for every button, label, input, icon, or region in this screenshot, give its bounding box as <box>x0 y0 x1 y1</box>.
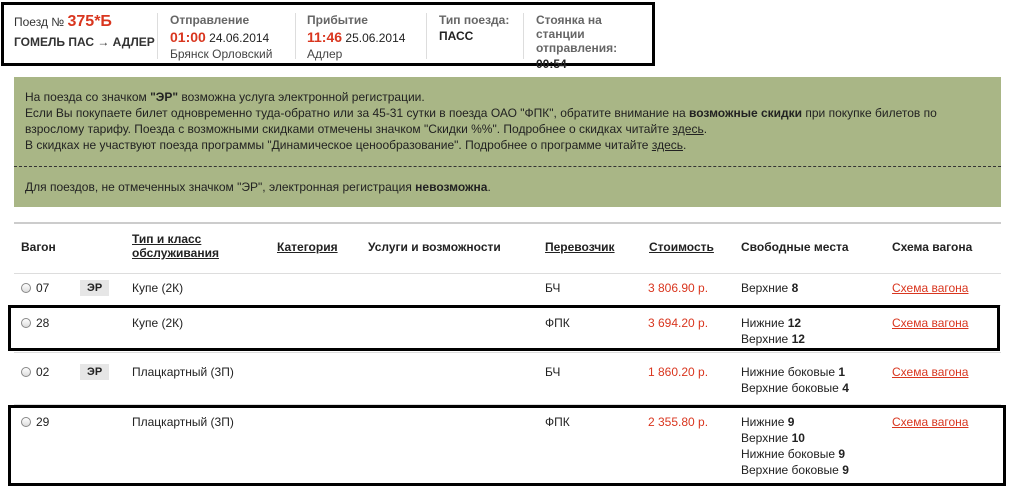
seat-count: 12 <box>787 316 802 330</box>
info-text-part: . <box>703 122 708 136</box>
er-badge: ЭР <box>80 280 109 296</box>
info-line <box>25 137 985 153</box>
stop-block <box>536 13 652 71</box>
wagon-scheme-link[interactable]: Схема вагона <box>892 316 969 330</box>
info-text-part: Для поездов, не отмеченных значком "ЭР", электронная регистрация <box>25 180 416 194</box>
train-type-label: Тип поезда: <box>439 13 510 27</box>
seat-line <box>741 462 849 478</box>
table-header <box>14 222 1001 274</box>
seat-count: 9 <box>842 463 849 477</box>
seat-line <box>741 430 849 446</box>
seat-type: Нижние <box>741 316 785 330</box>
er-badge: ЭР <box>80 364 109 380</box>
wagon-number: 02 <box>36 365 50 379</box>
info-panel <box>14 77 1001 207</box>
stop-value: 00:54 <box>536 57 567 71</box>
seat-count: 4 <box>842 381 849 395</box>
header-type-line2: обслуживания <box>132 246 219 260</box>
arrival-time: 11:46 <box>307 29 343 45</box>
seat-line <box>741 315 805 331</box>
header-services: Услуги и возможности <box>368 240 501 254</box>
info-text-part: возможна услуга электронной регистрации. <box>178 90 425 104</box>
info-text-2 <box>25 179 491 195</box>
wagon-radio[interactable] <box>21 367 31 377</box>
header-cost[interactable]: Стоимость <box>649 240 714 254</box>
wagon-scheme-link[interactable]: Схема вагона <box>892 415 969 429</box>
header-category[interactable]: Категория <box>277 240 338 254</box>
wagon-type: Плацкартный (3П) <box>132 365 234 379</box>
wagons-table <box>14 222 1001 477</box>
seat-type: Нижние боковые <box>741 447 836 461</box>
wagon-type: Плацкартный (3П) <box>132 415 234 429</box>
wagon-radio[interactable] <box>21 283 31 293</box>
info-line <box>25 121 985 137</box>
seat-type: Верхние боковые <box>741 381 839 395</box>
header-type[interactable] <box>132 232 219 260</box>
carrier: БЧ <box>545 365 561 379</box>
departure-block <box>170 13 272 61</box>
seat-list <box>741 364 849 396</box>
divider <box>295 13 296 59</box>
arrival-date: 25.06.2014 <box>345 31 406 45</box>
info-line <box>25 89 985 105</box>
discounts-link[interactable]: здесь <box>672 122 704 136</box>
train-route: ГОМЕЛЬ ПАС → АДЛЕР <box>14 35 155 49</box>
dashed-divider <box>14 166 1001 167</box>
info-text-part: Если Вы покупаете билет одновременно туда-обратно или за 45-31 сутки в поезда ОАО "ФПК", обратите внимание на <box>25 106 690 120</box>
seat-line <box>741 414 849 430</box>
info-text-part: взрослому тарифу. Поезда с возможными скидками отмечены значком "Скидки %%". Подробнее о скидках читайте <box>25 122 673 136</box>
train-type-block <box>439 13 509 43</box>
info-bold: возможные скидки <box>689 106 803 120</box>
header-scheme: Схема вагона <box>892 240 973 254</box>
seat-list <box>741 315 805 347</box>
departure-time: 01:00 <box>170 29 206 45</box>
info-line <box>25 105 985 121</box>
seat-count: 9 <box>838 447 846 461</box>
divider <box>426 13 427 59</box>
table-row <box>14 306 1001 353</box>
header-wagon: Вагон <box>21 240 56 254</box>
wagon-number: 29 <box>36 415 50 429</box>
info-text-part: . <box>487 180 491 194</box>
seat-type: Нижние боковые <box>741 365 836 379</box>
header-carrier[interactable]: Перевозчик <box>545 240 615 254</box>
seat-line <box>741 446 849 462</box>
wagon-type: Купе (2К) <box>132 281 184 295</box>
info-text-part: . <box>683 138 687 152</box>
price: 2 355.80 р. <box>648 415 709 429</box>
seat-line <box>741 364 849 380</box>
train-type-value: ПАСС <box>439 29 474 43</box>
carrier: ФПК <box>545 415 570 429</box>
carrier: ФПК <box>545 316 570 330</box>
wagon-radio[interactable] <box>21 318 31 328</box>
dynamic-pricing-link[interactable]: здесь <box>651 138 683 152</box>
seat-count: 1 <box>838 365 846 379</box>
seat-line <box>741 380 849 396</box>
info-text <box>25 89 985 153</box>
divider <box>157 13 158 59</box>
wagon-number: 07 <box>36 281 50 295</box>
train-number-label: Поезд № <box>14 15 65 29</box>
departure-station: Брянск Орловский <box>170 47 273 61</box>
arrival-station: Адлер <box>307 47 343 61</box>
departure-label: Отправление <box>170 13 250 27</box>
wagon-scheme-link[interactable]: Схема вагона <box>892 365 969 379</box>
seat-line <box>741 280 798 296</box>
header-type-line1: Тип и класс <box>132 232 202 246</box>
info-bold: невозможна <box>415 180 488 194</box>
train-number: 375*Б <box>67 13 112 30</box>
info-text-part: На поезда со значком <box>25 90 151 104</box>
table-row <box>14 353 1001 405</box>
seat-type: Верхние <box>741 281 789 295</box>
seat-type: Нижние <box>741 415 785 429</box>
train-number-block <box>14 13 155 49</box>
header-seats: Свободные места <box>741 240 849 254</box>
table-row <box>14 271 1001 306</box>
info-text-part: при покупке билетов по <box>802 106 937 120</box>
seat-list <box>741 414 849 478</box>
seat-type: Верхние боковые <box>741 463 839 477</box>
carrier: БЧ <box>545 281 561 295</box>
arrival-block <box>307 13 405 61</box>
info-text-part: В скидках не участвуют поезда программы "Динамическое ценообразование". Подробнее о программе читайте <box>25 138 652 152</box>
seat-type: Верхние <box>741 332 789 346</box>
arrival-label: Прибытие <box>307 13 368 27</box>
seat-count: 8 <box>791 281 799 295</box>
seat-line <box>741 331 805 347</box>
divider <box>523 13 524 59</box>
seat-type: Верхние <box>741 431 789 445</box>
wagon-radio[interactable] <box>21 417 31 427</box>
table-row <box>14 405 1001 485</box>
stop-label-line2: отправления: <box>536 41 618 55</box>
seat-count: 9 <box>787 415 795 429</box>
wagon-type: Купе (2К) <box>132 316 184 330</box>
seat-count: 10 <box>791 431 805 445</box>
wagon-scheme-link[interactable]: Схема вагона <box>892 281 969 295</box>
departure-date: 24.06.2014 <box>209 31 270 45</box>
train-summary <box>1 2 655 71</box>
stop-label-line1: Стоянка на станции <box>536 13 602 41</box>
seat-count: 12 <box>791 332 805 346</box>
wagon-number: 28 <box>36 316 50 330</box>
price: 3 806.90 р. <box>648 281 709 295</box>
price: 1 860.20 р. <box>648 365 709 379</box>
price: 3 694.20 р. <box>648 316 709 330</box>
info-bold: "ЭР" <box>150 90 179 104</box>
info-line <box>25 179 491 195</box>
